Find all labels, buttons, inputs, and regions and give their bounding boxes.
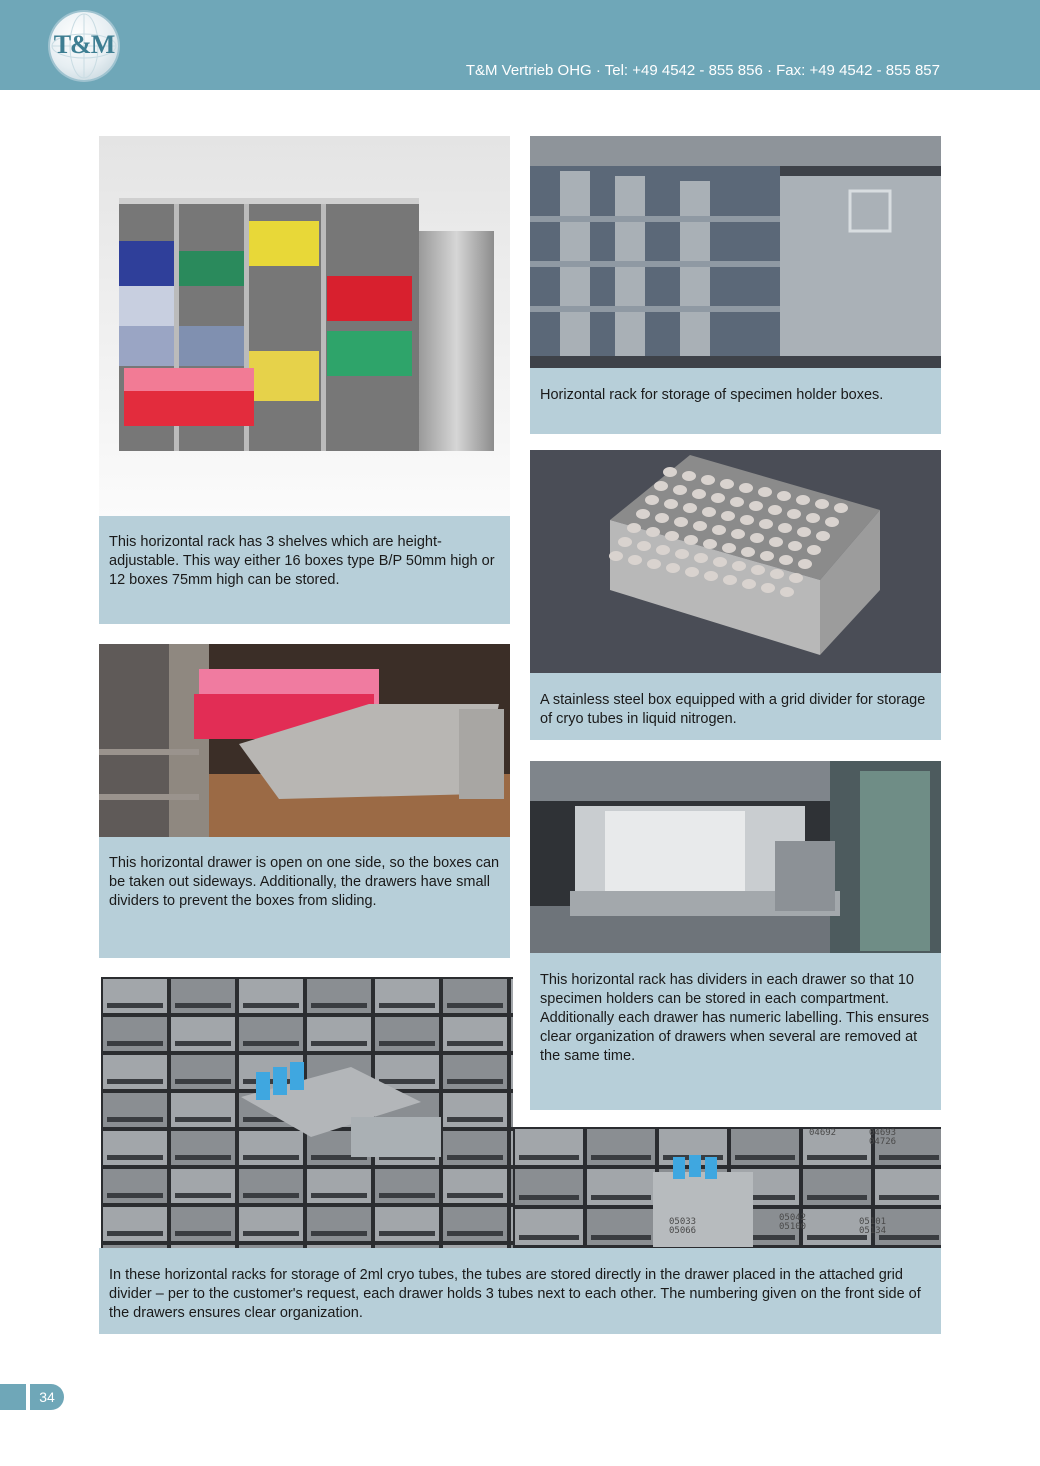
logo-text: T&M: [53, 30, 115, 59]
drawer-open-photo: [99, 644, 510, 837]
company-logo: [50, 12, 118, 80]
drawer-dividers-photo: [530, 761, 941, 953]
drawer-label: 05066: [669, 1226, 697, 1236]
drawer-label: 04693: [869, 1128, 897, 1138]
caption-drawer-open: This horizontal drawer is open on one side, so the boxes can be taken out sideways. Additionally, the drawers have small dividers to prevent the boxes from sliding.: [99, 837, 510, 958]
contact-info: T&M Vertrieb OHG · Tel: +49 4542 - 855 856 · Fax: +49 4542 - 855 857: [465, 62, 940, 79]
caption-cryo-tubes: In these horizontal racks for storage of 2ml cryo tubes, the tubes are stored directly in the drawer placed in the attached grid divider – per to the customer's request, each drawer holds 3 tubes next to each other. The numbering given on the front side of the drawers ensures clear organization.: [99, 1248, 941, 1334]
drawer-label: 04692: [809, 1128, 837, 1138]
rack-specimen-photo: [530, 136, 941, 368]
caption-rack-specimen: Horizontal rack for storage of specimen holder boxes.: [530, 368, 941, 434]
drawer-label: 05033: [669, 1217, 697, 1227]
caption-rack-shelves: This horizontal rack has 3 shelves which are height-adjustable. This way either 16 boxes type B/P 50mm high or 12 boxes 75mm high can be stored.: [99, 516, 510, 624]
drawer-label: 04726: [869, 1137, 897, 1147]
drawer-label: 05134: [859, 1226, 887, 1236]
drawer-label: 05042: [779, 1213, 807, 1223]
page-header: [0, 0, 1040, 90]
drawer-label: 05100: [779, 1222, 807, 1232]
rack-colored-boxes-photo: [99, 136, 510, 516]
steel-box-photo: [530, 450, 941, 673]
cryo-rack-photo: [101, 977, 513, 1248]
labelled-drawers-photo: [513, 1127, 941, 1248]
caption-steel-box: A stainless steel box equipped with a grid divider for storage of cryo tubes in liquid nitrogen.: [530, 673, 941, 740]
page-number: 34: [30, 1384, 64, 1410]
caption-drawer-dividers: This horizontal rack has dividers in each drawer so that 10 specimen holders can be stored in each compartment. Additionally each drawer has numeric labelling. This ensures clear organization of drawers when several are removed at the same time.: [530, 953, 941, 1110]
drawer-label: 05101: [859, 1217, 887, 1227]
page-tab: [0, 1384, 26, 1410]
